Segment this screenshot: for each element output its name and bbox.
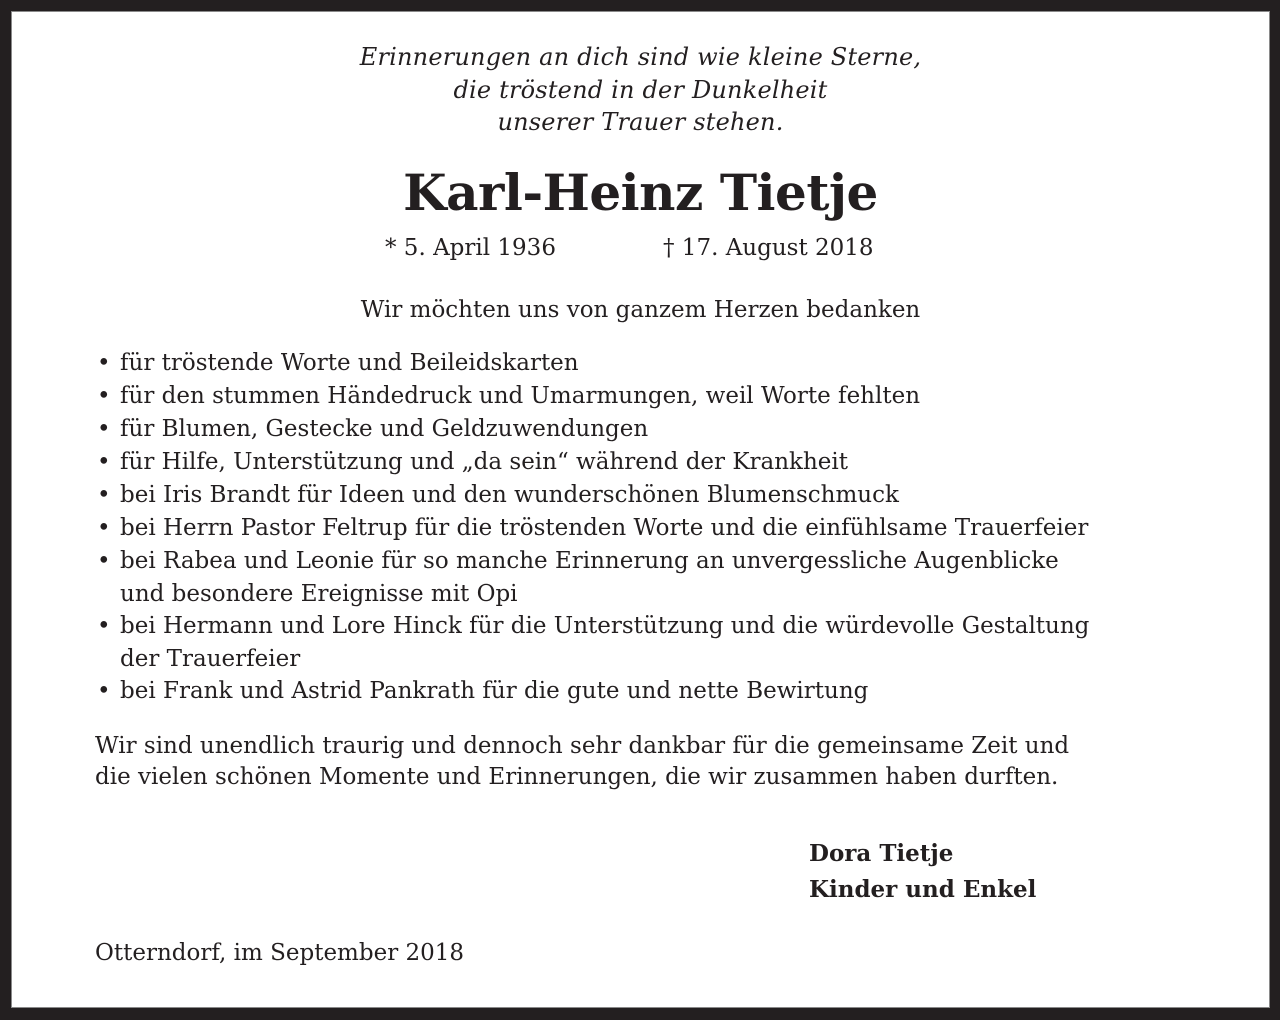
obituary-notice [11,11,1270,1008]
bullet-icon: • [97,449,111,475]
list-item [95,610,1089,675]
bullet-icon: • [97,678,111,704]
list-item [95,347,1089,380]
list-item-text: bei Frank und Astrid Pankrath für die gute und nette Bewirtung [120,678,869,704]
bullet-icon: • [97,515,111,541]
birth-date: * 5. April 1936 [385,235,556,261]
death-date: † 17. August 2018 [663,235,874,261]
list-item [95,380,1089,413]
list-item-text: für tröstende Worte und Beileidskarten [120,350,579,376]
list-item [95,446,1089,479]
memorial-poem [11,41,1270,139]
list-item-text: für Hilfe, Unterstützung und „da sein“ während der Krankheit [120,449,849,475]
bullet-icon: • [97,482,111,508]
list-item-text: der Trauerfeier [120,645,301,672]
poem-line: die tröstend in der Dunkelheit [453,75,828,104]
list-item-text: für Blumen, Gestecke und Geldzuwendungen [120,416,649,442]
place-and-date: Otterndorf, im September 2018 [95,940,465,966]
closing-line: die vielen schönen Momente und Erinnerungen, die wir zusammen haben durften. [95,764,1059,790]
bullet-icon: • [97,416,111,442]
poem-line: Erinnerungen an dich sind wie kleine Sterne, [359,43,922,71]
bullet-icon: • [97,350,111,376]
list-item [95,413,1089,446]
list-item-text: bei Iris Brandt für Ideen und den wunderschönen Blumenschmuck [120,482,899,508]
list-item-text: bei Rabea und Leonie für so manche Erinnerung an unvergessliche Augenblicke [120,548,1059,574]
bullet-icon: • [97,613,111,639]
bullet-icon: • [97,548,111,574]
list-item-text: für den stummen Händedruck und Umarmungen, weil Worte fehlten [120,383,921,409]
closing-paragraph [95,731,1069,793]
closing-line: Wir sind unendlich traurig und dennoch sehr dankbar für die gemeinsame Zeit und [95,733,1070,759]
list-item [95,512,1089,545]
list-item-text: bei Hermann und Lore Hinck für die Unterstützung und die würdevolle Gestaltung [120,613,1090,639]
list-item [95,545,1089,610]
list-item-text: und besondere Ereignisse mit Opi [120,580,518,607]
signature-line: Dora Tietje [809,840,954,867]
deceased-name: Karl-Heinz Tietje [403,163,878,222]
list-item [95,479,1089,512]
thanks-heading: Wir möchten uns von ganzem Herzen bedanken [360,297,921,323]
list-item [95,675,1089,708]
thanks-list [95,347,1089,708]
list-item-text: bei Herrn Pastor Feltrup für die tröstenden Worte und die einfühlsame Trauerfeier [120,515,1089,541]
poem-line: unserer Trauer stehen. [497,108,784,136]
signature [809,836,1036,908]
bullet-icon: • [97,383,111,409]
signature-line: Kinder und Enkel [809,876,1037,903]
